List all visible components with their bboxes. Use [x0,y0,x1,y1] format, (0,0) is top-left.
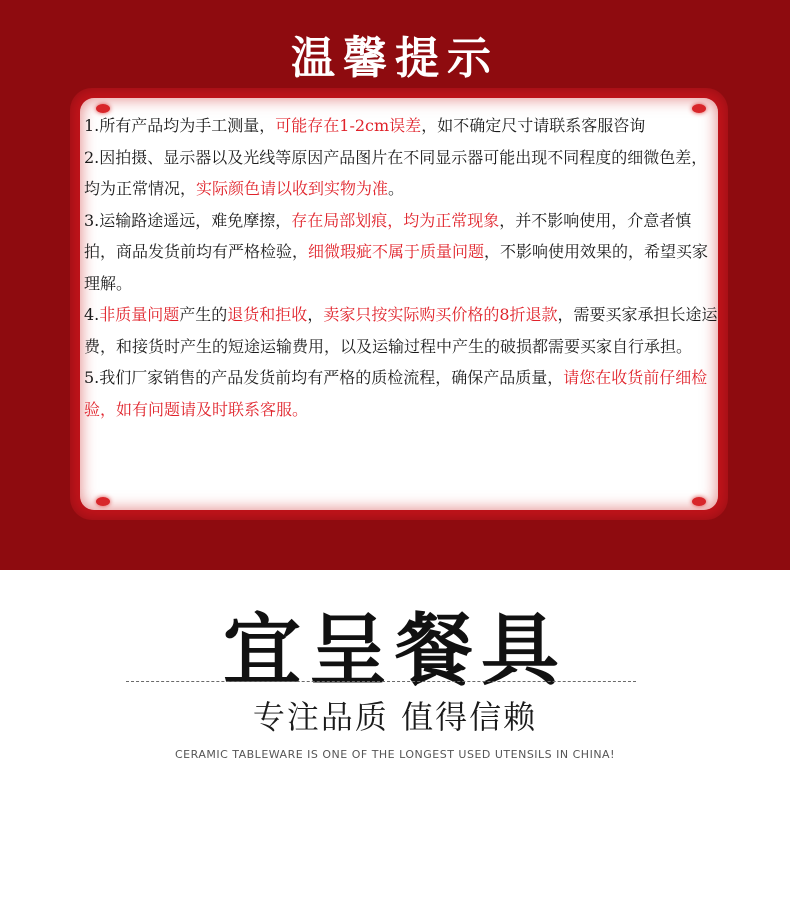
notice-index: 3. [84,210,100,230]
divider [126,681,636,682]
banner-title: 温馨提示 [291,33,499,84]
notice-index: 1. [84,116,100,135]
notice-text: 运输路途遥远，难免摩擦， [99,210,292,230]
notice-index: 4. [84,305,100,324]
notice-item [84,110,720,142]
notice-highlight: 实际颜色请以收到实物为准 [196,179,389,198]
pin-icon [692,497,706,506]
notice-highlight: 存在局部划痕，均为正常现象 [291,210,500,230]
notice-index: 2. [84,147,100,167]
notice-text: ，如不确定尺寸请联系客服咨询 [421,116,646,135]
notice-text: 因拍摄、显示器以及光线等原因产品图片在不同显示器可能出现不同程度的细微色差，均为正常情况， [84,147,708,198]
notice-highlight: 非质量问题 [99,305,180,324]
notice-text: ，不影响使用效果的，希望买家理解。 [84,242,709,293]
notice-highlight: 卖家只按实际购买价格的8折退款 [323,305,558,324]
brand-tagline: CERAMIC TABLEWARE IS ONE OF THE LONGEST USED UTENSILS IN CHINA! [174,748,615,761]
brand-slogan: 专注品质 值得信赖 [252,698,538,736]
notice-text: 。 [388,179,405,198]
notice-highlight: 细微瑕疵不属于质量问题 [308,242,485,261]
pin-icon [96,497,110,506]
notice-text: ， [307,305,324,324]
notice-highlight: 请您在收货前仔细检验，如有问题请及时联系客服。 [84,368,708,419]
notice-index: 5. [84,368,100,387]
notice-item [84,205,720,300]
notice-highlight: 退货和拒收 [227,305,308,324]
notice-text: ，并不影响使用，介意者慎拍，商品发货前均有严格检验， [84,210,692,261]
notice-item [84,142,720,205]
notice-item [84,299,720,362]
notice-item [84,362,720,425]
notice-highlight: 可能存在1-2cm误差 [275,116,422,135]
notice-text: 产生的 [179,305,228,324]
notice-list [84,110,720,425]
notice-text: 所有产品均为手工测量， [99,116,276,135]
brand-name: 宜呈餐具 [222,605,567,696]
notice-text: ，需要买家承担长途运费，和接货时产生的短途运输费用，以及运输过程中产生的破损都需要买家自行承担。 [84,305,718,356]
notice-text: 我们厂家销售的产品发货前均有严格的质检流程，确保产品质量， [99,368,564,387]
